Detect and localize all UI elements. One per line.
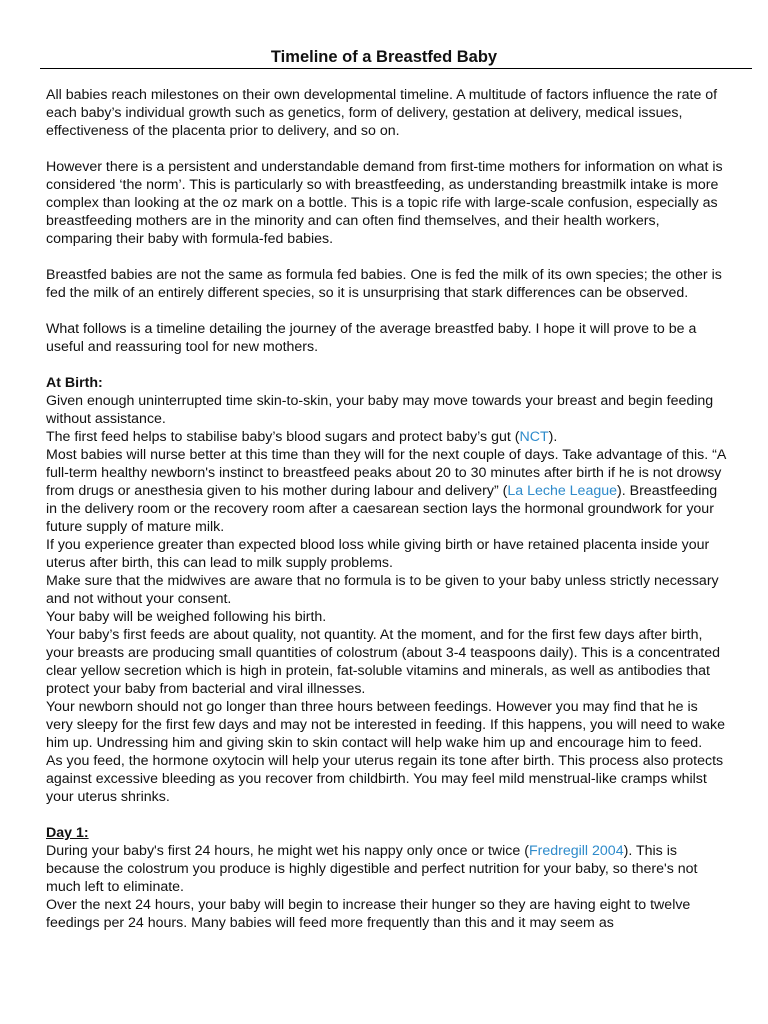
at-birth-paragraph: The first feed helps to stabilise baby’s blood sugars and protect baby’s gut (NCT). (46, 429, 558, 445)
at-birth-paragraph: Most babies will nurse better at this time than they will for the next couple of days. Take advantage of this. “A full-term healthy newborn's instinct to breastfeed peaks about 20 to 30 minutes after birth if he is not drowsy from drugs or anesthesia given to his mother during labour and delivery” (La Leche League). Breastfeeding in the delivery room or the recovery room after a caesarean section lays the hormonal groundwork for your future supply of mature milk. (46, 447, 726, 535)
intro-paragraph: Breastfed babies are not the same as formula fed babies. One is fed the milk of its own species; the other is fed the milk of an entirely different species, so it is unsurprising that stark differences can be observed. (46, 267, 722, 301)
day-1-paragraph: During your baby's first 24 hours, he might wet his nappy only once or twice (Fredregill 2004). This is because the colostrum you produce is highly digestible and perfect nutrition for your baby, so there's not much left to eliminate. (46, 843, 698, 895)
at-birth-paragraph: Your newborn should not go longer than three hours between feedings. However you may find that he is very sleepy for the first few days and may not be interested in feeding. If this happens, you will need to wake him up. Undressing him and giving skin to skin contact will help wake him up and encourage him to feed. (46, 699, 726, 751)
section-heading-at-birth: At Birth: (46, 375, 103, 391)
reference-link-la-leche-league[interactable]: La Leche League (507, 483, 618, 499)
document-body (46, 86, 726, 932)
at-birth-paragraph: As you feed, the hormone oxytocin will help your uterus regain its tone after birth. This process also protects against excessive bleeding as you recover from childbirth. You may feel mild menstrual-like cramps whilst your uterus shrinks. (46, 753, 724, 805)
at-birth-paragraph: Given enough uninterrupted time skin-to-skin, your baby may move towards your breast and begin feeding without assistance. (46, 393, 714, 427)
day-1-paragraph: Over the next 24 hours, your baby will begin to increase their hunger so they are having eight to twelve feedings per 24 hours. Many babies will feed more frequently than this and it may seem as (46, 897, 691, 931)
intro-paragraph: However there is a persistent and understandable demand from first-time mothers for information on what is considered ‘the norm’. This is particularly so with breastfeeding, as understanding breastmilk intake is more complex than looking at the oz mark on a bottle. This is a topic rife with large-scale confusion, especially as breastfeeding mothers are in the minority and can often find themselves, and their health workers, comparing their baby with formula-fed babies. (46, 159, 723, 247)
at-birth-paragraph: Your baby will be weighed following his birth. (46, 609, 327, 625)
section-heading-day-1: Day 1: (46, 825, 89, 841)
intro-paragraph: What follows is a timeline detailing the journey of the average breastfed baby. I hope it will prove to be a useful and reassuring tool for new mothers. (46, 321, 697, 355)
at-birth-paragraph: Your baby’s first feeds are about quality, not quantity. At the moment, and for the first few days after birth, your breasts are producing small quantities of colostrum (about 3-4 teaspoons daily). This is a concentrated clear yellow secretion which is high in protein, fat-soluble vitamins and minerals, as well as antibodies that protect your baby from bacterial and viral illnesses. (46, 627, 720, 697)
page-title: Timeline of a Breastfed Baby (270, 48, 498, 66)
intro-paragraph: All babies reach milestones on their own developmental timeline. A multitude of factors influence the rate of each baby’s individual growth such as genetics, form of delivery, gestation at delivery, medical issues, effectiveness of the placenta prior to delivery, and so on. (46, 87, 718, 139)
title-divider (40, 68, 752, 69)
reference-link-nct[interactable]: NCT (519, 429, 549, 445)
at-birth-paragraph: Make sure that the midwives are aware that no formula is to be given to your baby unless strictly necessary and not without your consent. (46, 573, 719, 607)
reference-link-fredregill[interactable]: Fredregill 2004 (528, 843, 624, 859)
at-birth-paragraph: If you experience greater than expected blood loss while giving birth or have retained placenta inside your uterus after birth, this can lead to milk supply problems. (46, 537, 710, 571)
